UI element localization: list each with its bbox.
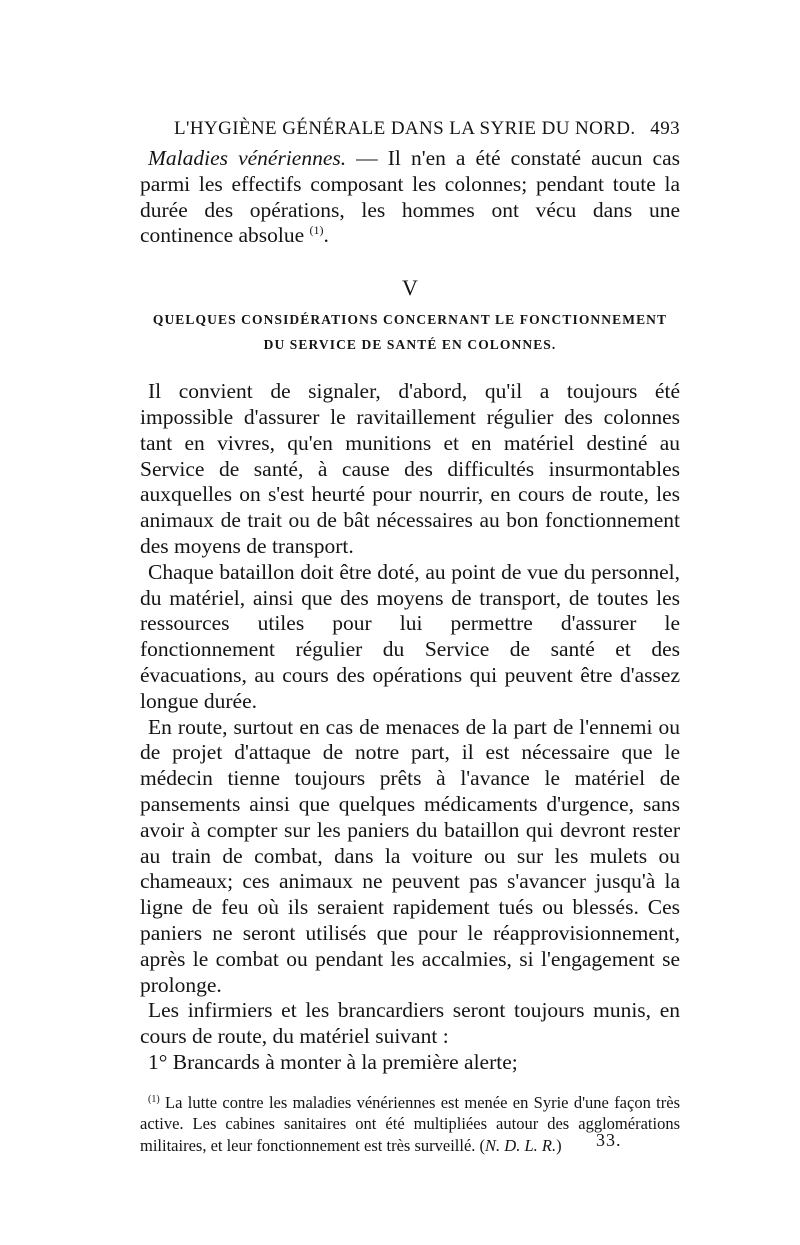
book-page bbox=[140, 112, 680, 1156]
signature-mark: 33. bbox=[596, 1130, 622, 1150]
running-head bbox=[140, 112, 680, 144]
paragraph-3: En route, surtout en cas de menaces de la part de l'ennemi ou de projet d'attaque de notre part, il est nécessaire que le médecin tienne toujours prêts à l'avance le matériel de pansements ainsi que quelques médicaments d'urgence, sans avoir à compter sur les paniers du bataillon qui devront rester au train de combat, dans la voiture ou sur les mulets ou chameaux; ces animaux ne peuvent pas s'avancer jusqu'à la ligne de feu où ils seraient rapidement tués ou blessés. Ces paniers ne seront utilisés que pour le réapprovisionnement, après le combat ou pendant les accalmies, si l'engagement se prolonge. bbox=[140, 714, 680, 997]
section-number: V bbox=[402, 275, 418, 301]
footnote-text: La lutte contre les maladies vénériennes est menée en Syrie d'une façon très active. Les cabines sanitaires ont été multipliées autour des agglomérations militaires, et leur fonctionnement est très surveillé. ( bbox=[140, 1092, 680, 1155]
paragraph-4: Les infirmiers et les brancardiers seront toujours munis, en cours de route, du matériel suivant : bbox=[140, 998, 680, 1049]
section-title bbox=[140, 307, 680, 357]
footnote-close: ) bbox=[556, 1135, 562, 1155]
page-number: 493 bbox=[650, 118, 680, 139]
footnote-reference: (1) bbox=[309, 223, 324, 238]
section-title-line-2: DU SERVICE DE SANTÉ EN COLONNES. bbox=[263, 337, 557, 353]
running-title: L'HYGIÈNE GÉNÉRALE DANS LA SYRIE DU NORD. bbox=[174, 118, 636, 139]
intro-paragraph bbox=[140, 146, 680, 249]
section-title-line-1: QUELQUES CONSIDÉRATIONS CONCERNANT LE FONCTIONNEMENT bbox=[152, 312, 668, 328]
paragraph-2: Chaque bataillon doit être doté, au point de vue du personnel, du matériel, ainsi que des moyens de transport, de toutes les ressources utiles pour lui permettre d'assurer le fonctionnement régulier du Service de santé et des évacuations, au cours des opérations qui peuvent être d'assez longue durée. bbox=[140, 559, 680, 713]
intro-end: . bbox=[323, 223, 329, 248]
intro-lead: Maladies vénériennes. bbox=[148, 146, 347, 170]
list-item-1: 1° Brancards à monter à la première alerte; bbox=[148, 1049, 518, 1074]
footnote-marker: (1) bbox=[148, 1093, 160, 1105]
paragraph-1: Il convient de signaler, d'abord, qu'il a toujours été impossible d'assurer le ravitaillement régulier des colonnes tant en vivres, qu'en munitions et en matériel destiné au Service de santé, à cause des difficultés insurmontables auxquelles on s'est heurté pour nourrir, en cours de route, les animaux de trait ou de bât nécessaires au bon fonctionnement des moyens de transport. bbox=[140, 379, 680, 558]
footnote-signature: N. D. L. R. bbox=[485, 1135, 557, 1155]
intro-text: — Il n'en a été constaté aucun cas parmi les effectifs composant les colonnes; pendant toute la durée des opérations, les hommes ont vécu dans une continence absolue bbox=[140, 146, 680, 248]
